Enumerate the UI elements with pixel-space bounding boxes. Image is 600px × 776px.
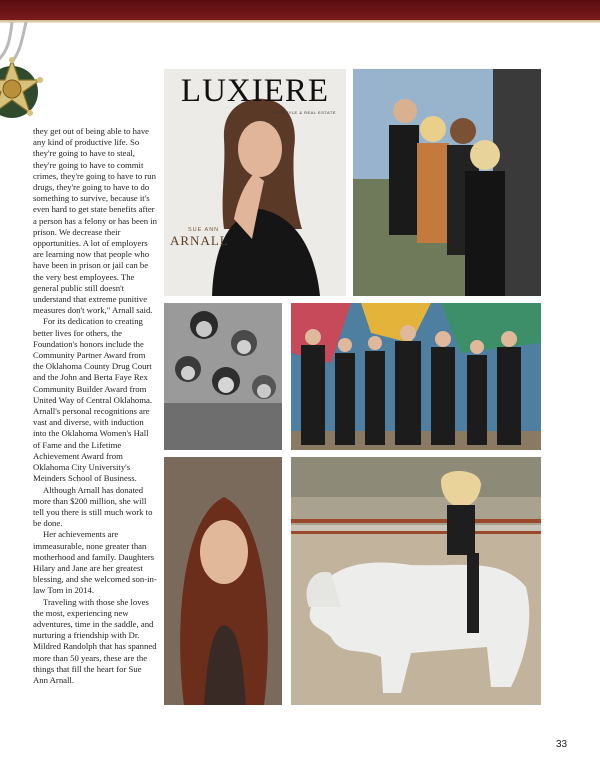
article-paragraph: Traveling with those she loves the most, experiencing new adventures, time in the saddle, and nurturing a friendship with Dr. Mildred Randolph that has spanned more than 50 years, these are the things that fill the heart for Sue Ann Arnall. <box>33 596 157 685</box>
article-paragraph: Although Arnall has donated more than $200 million, she will tell you there is still much work to be done. <box>33 484 153 529</box>
article-paragraph: Her achievements are immeasurable, none greater than motherhood and family. Daughters Hilary and Jane are her greatest blessing, and she welcomed son-in-law Tom in 2014. <box>33 529 157 596</box>
star-badge-icon <box>0 22 48 130</box>
top-decorative-band <box>0 0 600 20</box>
article-text-column <box>33 126 157 686</box>
group-mural-photo <box>291 303 541 450</box>
horse-riding-photo <box>291 457 541 705</box>
cover-name-line2: ARNALL <box>170 233 229 248</box>
article-paragraph: For its dedication to creating better lives for others, the Foundation's honors include the Community Partner Award from the Oklahoma County Drug Court and the John and Berta Faye Rex Community Builder Award from United Way of Central Oklahoma. Arnall's personal recognitions are vast and diverse, with induction into the Oklahoma Women's Hall of Fame and the Lifetime Achievement Award from Oklahoma City University's Meinders School of Business. <box>33 316 153 484</box>
vintage-portrait-photo <box>164 457 282 705</box>
article-paragraph: they get out of being able to have any kind of productive life. So they're going to have to steal, they're going to have to commit crimes, they're going to have to run drugs, they're going to have to do something to survive, because it's even hard to get state benefits after a person has a felony or has been in prison. We decrease their opportunities. A lot of employers are learning now that people who have been in prison or jail can be the very best employees. The general public still doesn't understand that extreme punitive measures don't work," Arnall said. <box>33 126 157 316</box>
vintage-group-photo <box>164 303 282 450</box>
magazine-cover-photo <box>164 69 346 296</box>
cover-name-line1: SUE ANN <box>188 227 220 233</box>
magazine-subtitle: LIFESTYLE & REAL ESTATE <box>272 110 336 115</box>
family-balcony-photo <box>353 69 541 296</box>
page-number: 33 <box>556 739 568 750</box>
magazine-title: LUXIERE <box>180 73 330 109</box>
